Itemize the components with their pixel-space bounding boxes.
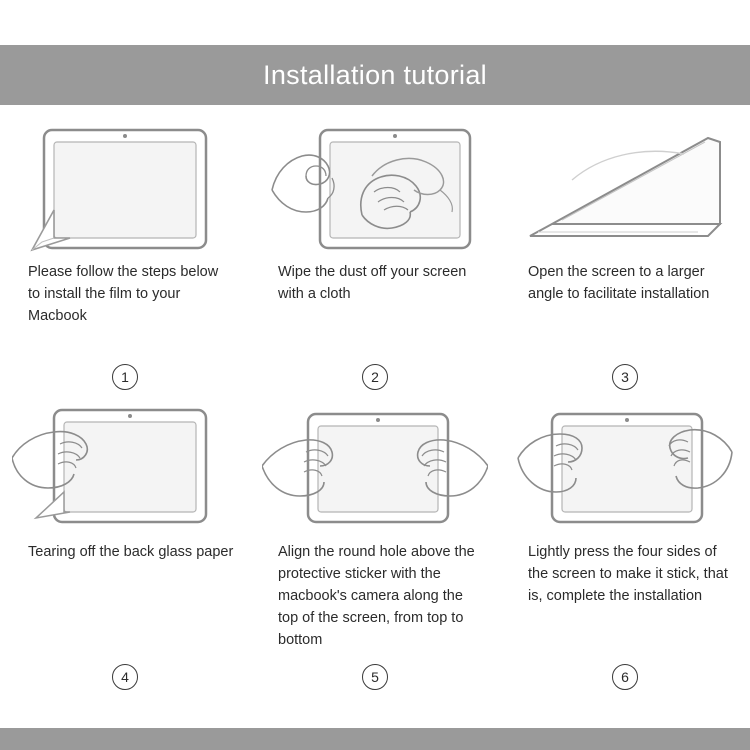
step-caption: Wipe the dust off your screen with a cloth	[278, 264, 467, 302]
footer-band	[0, 728, 750, 750]
illustration-hand-peeling-back-paper	[12, 400, 238, 535]
step-number-badge: 5	[362, 664, 388, 690]
step-caption: Open the screen to a larger angle to facilitate installation	[528, 264, 710, 302]
illustration-laptop-open-side-view	[512, 120, 738, 255]
illustration-macbook-screen-with-film-peel	[12, 120, 238, 255]
step-number-badge: 1	[112, 364, 138, 390]
step-caption: Align the round hole above the protective sticker with the macbook's camera along the top of the screen, from top to bottom	[278, 544, 475, 648]
step-card-5	[250, 400, 500, 690]
step-caption: Please follow the steps below to install the film to your Macbook	[28, 264, 219, 324]
step-card-2	[250, 120, 500, 390]
illustration-hand-wiping-screen-with-cloth	[262, 120, 488, 255]
step-card-3	[500, 120, 750, 390]
page-title: Installation tutorial	[263, 59, 487, 90]
step-number-badge: 4	[112, 664, 138, 690]
step-number-badge: 2	[362, 364, 388, 390]
step-number-badge: 6	[612, 664, 638, 690]
illustration-two-hands-pressing-film-edges	[512, 400, 738, 535]
step-card-4	[0, 400, 250, 690]
step-card-1	[0, 120, 250, 390]
steps-grid	[0, 120, 750, 690]
step-card-6	[500, 400, 750, 690]
illustration-two-hands-aligning-film	[262, 400, 488, 535]
step-caption: Tearing off the back glass paper	[28, 544, 234, 560]
step-caption: Lightly press the four sides of the screen to make it stick, that is, complete the installation	[528, 544, 728, 604]
step-number-badge: 3	[612, 364, 638, 390]
header-band	[0, 45, 750, 105]
